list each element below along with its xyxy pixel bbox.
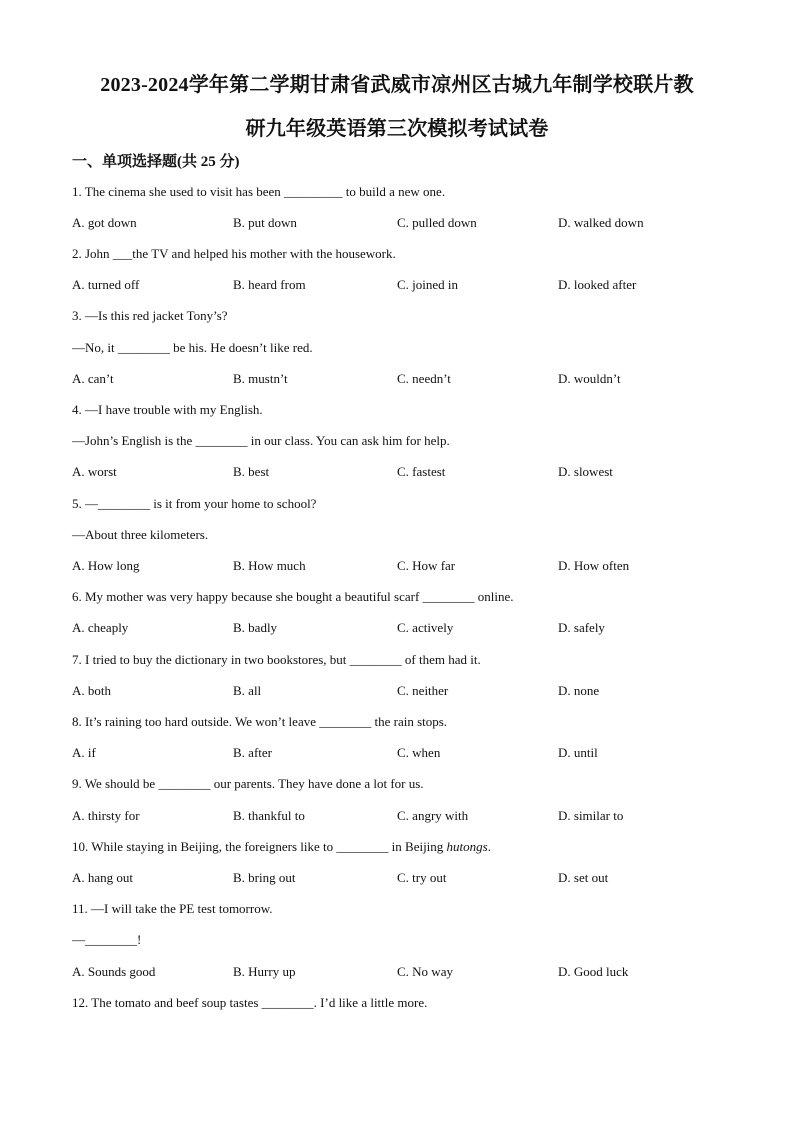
- question-1-option-a: A. got down: [72, 215, 137, 230]
- question-10-option-c: C. try out: [397, 870, 447, 885]
- question-11-stem: 11. —I will take the PE test tomorrow.: [72, 901, 273, 916]
- question-10-option-b: B. bring out: [233, 870, 296, 885]
- question-2-option-a: A. turned off: [72, 277, 140, 292]
- question-7-stem: 7. I tried to buy the dictionary in two bookstores, but ________ of them had it.: [72, 652, 481, 667]
- question-6-option-c: C. actively: [397, 620, 454, 635]
- question-5-option-c: C. How far: [397, 558, 456, 573]
- question-4-option-d: D. slowest: [558, 464, 613, 479]
- question-5-stem-line2: —About three kilometers.: [72, 527, 209, 542]
- section-heading: 一、单项选择题(共 25 分): [72, 154, 240, 170]
- question-2-option-c: C. joined in: [397, 277, 459, 292]
- question-8-option-d: D. until: [558, 745, 598, 760]
- question-10-stem-italic: hutongs: [446, 839, 488, 854]
- question-10-option-d: D. set out: [558, 870, 609, 885]
- question-5-option-b: B. How much: [233, 558, 306, 573]
- question-11-option-c: C. No way: [397, 964, 453, 979]
- question-8-stem: 8. It’s raining too hard outside. We won’t leave ________ the rain stops.: [72, 714, 448, 729]
- question-4-stem: 4. —I have trouble with my English.: [72, 402, 263, 417]
- question-1-option-b: B. put down: [233, 215, 297, 230]
- question-9-option-b: B. thankful to: [233, 808, 305, 823]
- question-2-option-b: B. heard from: [233, 277, 306, 292]
- question-8-option-b: B. after: [233, 745, 272, 760]
- question-3-option-c: C. needn’t: [397, 371, 451, 386]
- question-7-option-a: A. both: [72, 683, 111, 698]
- question-3-stem: 3. —Is this red jacket Tony’s?: [72, 308, 228, 323]
- question-10-option-a: A. hang out: [72, 870, 134, 885]
- question-1-stem: 1. The cinema she used to visit has been _________ to build a new one.: [72, 184, 446, 199]
- question-5-option-a: A. How long: [72, 558, 140, 573]
- question-11-stem-line2: —________!: [72, 932, 142, 947]
- question-11-option-d: D. Good luck: [558, 964, 629, 979]
- question-2-stem: 2. John ___the TV and helped his mother with the housework.: [72, 246, 396, 261]
- question-1-option-c: C. pulled down: [397, 215, 477, 230]
- question-10-stem-text: 10. While staying in Beijing, the foreigners like to ________ in Beijing: [72, 839, 447, 854]
- question-11-option-b: B. Hurry up: [233, 964, 296, 979]
- question-6-stem: 6. My mother was very happy because she bought a beautiful scarf ________ online.: [72, 589, 514, 604]
- question-8-option-c: C. when: [397, 745, 441, 760]
- question-10-stem-end: .: [487, 839, 491, 854]
- question-4-stem-line2: —John’s English is the ________ in our class. You can ask him for help.: [72, 433, 450, 448]
- question-9-option-d: D. similar to: [558, 808, 624, 823]
- question-6-option-b: B. badly: [233, 620, 278, 635]
- exam-title-line2: 研九年级英语第三次模拟考试试卷: [245, 118, 549, 140]
- question-7-option-d: D. none: [558, 683, 600, 698]
- question-7-option-c: C. neither: [397, 683, 449, 698]
- question-4-option-c: C. fastest: [397, 464, 446, 479]
- question-3-option-d: D. wouldn’t: [558, 371, 621, 386]
- question-12-stem: 12. The tomato and beef soup tastes ________. I’d like a little more.: [72, 995, 428, 1010]
- question-7-option-b: B. all: [233, 683, 262, 698]
- question-11-option-a: A. Sounds good: [72, 964, 156, 979]
- question-9-option-a: A. thirsty for: [72, 808, 140, 823]
- question-8-option-a: A. if: [72, 745, 96, 760]
- question-2-option-d: D. looked after: [558, 277, 637, 292]
- question-9-option-c: C. angry with: [397, 808, 469, 823]
- question-10-stem: [72, 839, 491, 855]
- question-3-option-a: A. can’t: [72, 371, 114, 386]
- question-4-option-b: B. best: [233, 464, 270, 479]
- question-5-option-d: D. How often: [558, 558, 630, 573]
- question-1-option-d: D. walked down: [558, 215, 644, 230]
- question-6-option-d: D. safely: [558, 620, 605, 635]
- question-5-stem: 5. —________ is it from your home to school?: [72, 496, 317, 511]
- question-6-option-a: A. cheaply: [72, 620, 129, 635]
- question-3-option-b: B. mustn’t: [233, 371, 288, 386]
- question-9-stem: 9. We should be ________ our parents. They have done a lot for us.: [72, 776, 424, 791]
- question-3-stem-line2: —No, it ________ be his. He doesn’t like red.: [72, 340, 313, 355]
- question-4-option-a: A. worst: [72, 464, 117, 479]
- exam-title-line1: 2023-2024学年第二学期甘肃省武威市凉州区古城九年制学校联片教: [100, 74, 694, 96]
